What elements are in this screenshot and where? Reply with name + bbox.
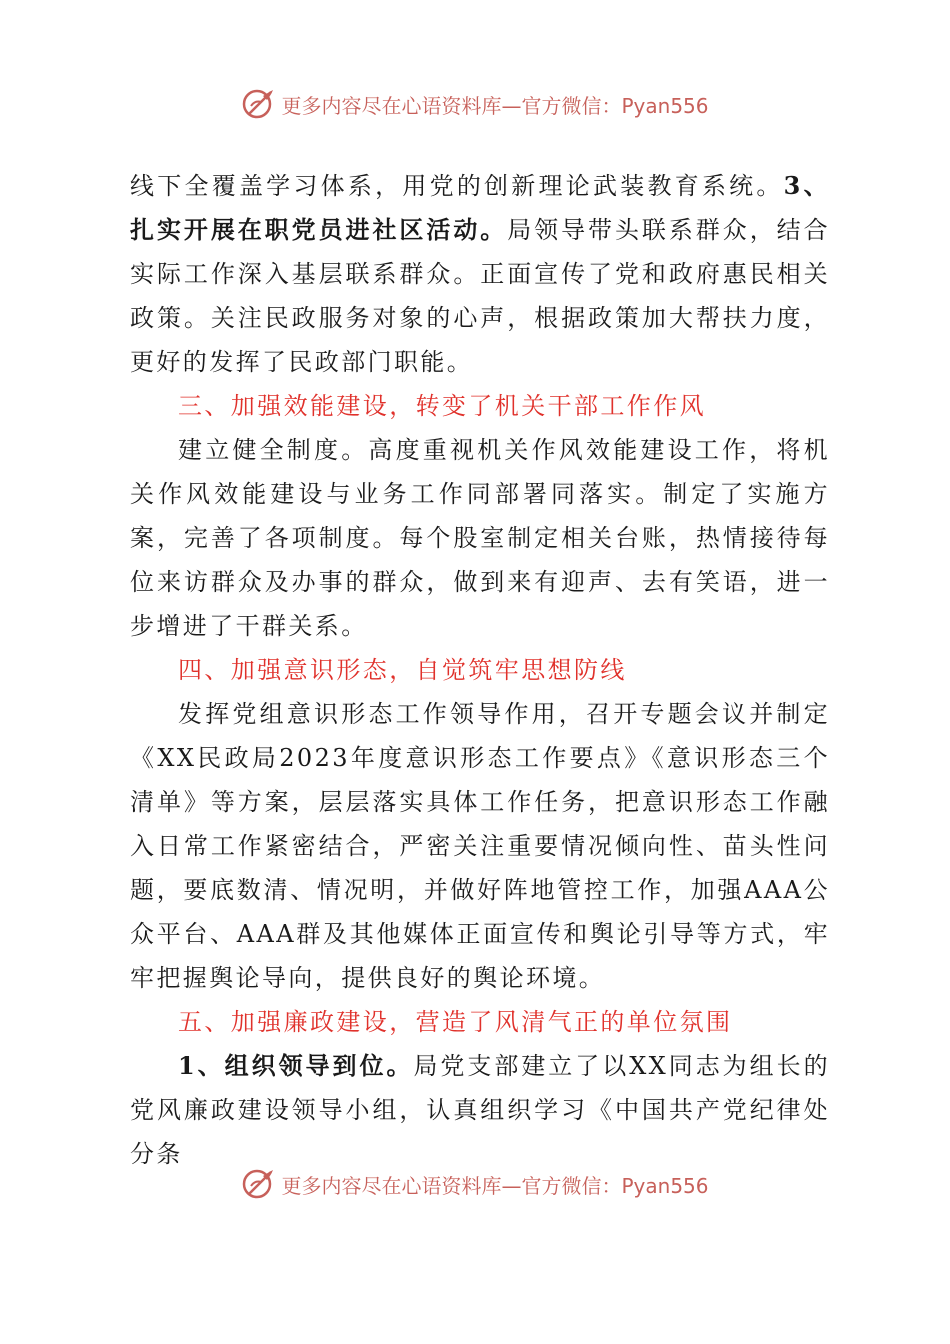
bold-item-1: 1、组织领导到位。: [178, 1051, 414, 1080]
watermark-text: 更多内容尽在心语资料库—官方微信：Pyan556: [281, 93, 709, 118]
watermark-contact: Pyan556: [621, 93, 709, 118]
quill-seal-icon: [241, 1166, 277, 1202]
paragraph-2: 建立健全制度。高度重视机关作风效能建设工作，将机关作风效能建设与业务工作同部署同落实。制定了实施方案，完善了各项制度。每个股室制定相关台账，热情接待每位来访群众及办事的群众，做到来有迎声、去有笑语，进一步增进了干群关系。: [130, 436, 830, 640]
section-heading-3: 三、加强效能建设，转变了机关干部工作作风: [178, 392, 706, 420]
section-heading-4: 四、加强意识形态，自觉筑牢思想防线: [178, 656, 627, 684]
watermark-text: 更多内容尽在心语资料库—官方微信：Pyan556: [281, 1173, 709, 1198]
quill-seal-icon: [241, 86, 277, 122]
watermark-banner-bottom: [0, 1162, 950, 1206]
paragraph-4: 1、组织领导到位。局党支部建立了以XX同志为组长的党风廉政建设领导小组，认真组织学习《中国共产党纪律处分条: [130, 1051, 830, 1168]
watermark-banner-top: [0, 82, 950, 126]
document-body: [130, 164, 830, 1176]
watermark-contact: Pyan556: [621, 1173, 709, 1198]
paragraph-3: 发挥党组意识形态工作领导作用，召开专题会议并制定《XX民政局2023年度意识形态工作要点》《意识形态三个清单》等方案，层层落实具体工作任务，把意识形态工作融入日常工作紧密结合，严密关注重要情况倾向性、苗头性问题，要底数清、情况明，并做好阵地管控工作，加强AAA公众平台、AAA群及其他媒体正面宣传和舆论引导等方式，牢牢把握舆论导向，提供良好的舆论环境。: [130, 700, 830, 992]
section-heading-5: 五、加强廉政建设，营造了风清气正的单位氛围: [178, 1008, 733, 1036]
bold-item-3: 3、扎实开展在职党员进社区活动。: [130, 171, 830, 244]
paragraph-1: 线下全覆盖学习体系，用党的创新理论武装教育系统。3、扎实开展在职党员进社区活动。局领导带头联系群众，结合实际工作深入基层联系群众。正面宣传了党和政府惠民相关政策。关注民政服务对象的心声，根据政策加大帮扶力度，更好的发挥了民政部门职能。: [130, 171, 830, 376]
